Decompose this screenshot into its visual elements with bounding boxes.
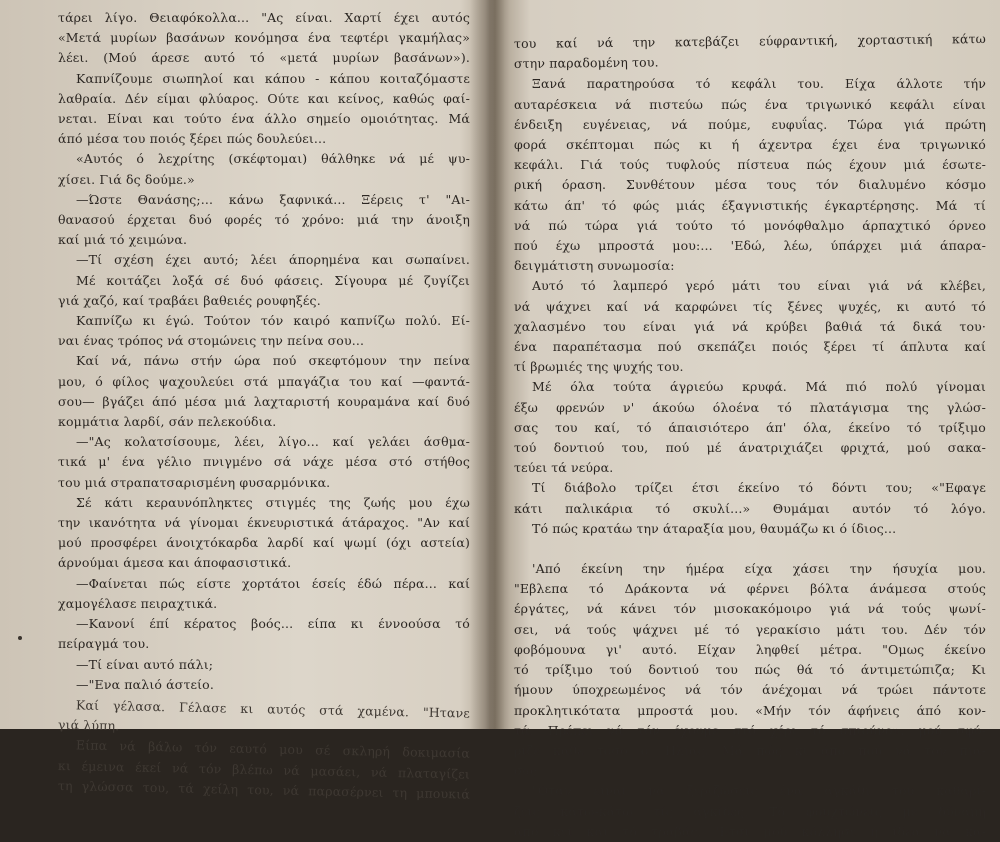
text-line-content: κι έμεινα έκεί νά τόν βλέπω νά μασάει, νά πλαταγίζει <box>57 757 471 782</box>
text-line-content: Καί γέλασα. Γέλασε κι αυτός στά χαμένα. "Ητανε <box>75 697 471 721</box>
text-line <box>514 155 986 175</box>
text-line-content: σου— βγάζει άπό μέσα μιά λαχταριστή κουραμάνα καί δυό <box>58 393 470 409</box>
text-line-content: σει, νά τούς ψάχνει μέ τό γερακίσιο μάτι του. Δέν τόν <box>514 621 986 637</box>
text-line <box>58 675 470 695</box>
text-line-content: Είπα νά βάλω τόν εαυτό μου σέ σκληρή δοκιμασία <box>75 737 471 761</box>
text-line <box>514 236 986 256</box>
text-line-content: τού δοντιού του, πού μέ άνατριχιάζει φριχτά, μού σακα- <box>514 440 986 456</box>
text-line-content: λαθραία. Δέν είμαι φλύαρος. Ούτε και κείνος, καθώς φαί- <box>58 90 470 106</box>
text-line-content: τά. Πρέπει νά τόν έχουμε στό χέρι τό σπιούνο», μού σφύ- <box>514 722 986 738</box>
text-line <box>514 781 986 801</box>
text-line-content: πείραγμά του. <box>58 636 150 652</box>
text-line <box>58 634 470 654</box>
text-line-content: κάτω άπ' τό φώς μιάς έξαγνιστικής έγκαρτέρησης. Μά τί <box>514 197 986 213</box>
text-line <box>58 655 470 675</box>
text-line-content: ένα παραπέτασμα πού σκεπάζει ποιός ξέρει τί άπλυτα καί <box>514 339 986 355</box>
text-line <box>514 660 986 680</box>
text-line <box>58 513 470 533</box>
text-line <box>514 196 986 216</box>
text-line <box>58 614 470 634</box>
text-line <box>514 701 986 721</box>
text-line-content: χίσει. Γιά δς δούμε.» <box>58 171 195 187</box>
text-line-content: νά πώ τώρα γιά τούτο τό μονόφθαλμο άρπαχτικό όρνεο <box>514 217 986 233</box>
text-line-content: "Εβλεπα τό Δράκοντα νά φέρνει βόλτα άνάμεσα στούς <box>514 581 986 597</box>
text-line <box>514 256 986 276</box>
text-line <box>514 599 986 619</box>
text-line <box>514 49 986 74</box>
left-page <box>0 0 484 802</box>
right-page <box>492 0 1000 839</box>
text-line <box>58 432 470 452</box>
text-line-content: κάτι παλικάρια τό σκυλί...» Θυμάμαι αυτόν τό λόγο. <box>514 500 986 516</box>
text-line <box>514 418 986 438</box>
text-line-content: τό τρίξιμο τού δοντιού του πώς θά τό άντιμετώπιζα; Κι <box>514 662 986 678</box>
text-line-content: σω; <box>514 763 538 779</box>
text-line <box>58 8 470 28</box>
text-line-content: Ξανά παρατηρούσα τό κεφάλι του. Είχα άλλοτε τήν <box>532 76 986 92</box>
text-line-content: του μιά στραπατσαρισμένη φυσαρμόνικα. <box>58 474 331 490</box>
text-line <box>58 149 470 169</box>
text-line-content: δειγμάτιστη συνωμοσία: <box>514 258 675 274</box>
text-line <box>58 48 470 68</box>
text-line <box>58 331 470 351</box>
text-line-content: φορά σκέπτομαι πώς κι ή άχεντρα έχει ένα τριγωνικό <box>514 137 986 153</box>
text-line <box>514 741 986 761</box>
text-line <box>58 351 470 371</box>
right-page-text <box>492 0 1000 839</box>
text-line <box>58 89 470 109</box>
text-line <box>514 115 986 135</box>
text-line <box>514 620 986 640</box>
text-line <box>514 519 986 539</box>
text-line-content: τικά μ' ένα γέλιο πνιγμένο σά νάχε μέσα στό στήθος <box>58 454 470 470</box>
text-line-content: έργάτες, νά κάνει τόν μισοκακόμοιρο γιά νά τούς ψωνί- <box>514 601 986 617</box>
text-line <box>58 170 470 190</box>
text-line <box>514 761 986 781</box>
text-line <box>58 69 470 89</box>
text-line-content: —Κανονί έπί κέρατος βοός... είπα κι έννοούσα τό <box>76 616 470 632</box>
text-line <box>514 579 986 599</box>
text-line <box>514 357 986 377</box>
text-line <box>514 337 986 357</box>
text-line-content: —Φαίνεται πώς είστε χορτάτοι έσείς έδώ πέρα... καί <box>76 575 470 591</box>
text-line <box>514 438 986 458</box>
text-line-content: ήμουν ύποχρεωμένος νά τόν άνέχομαι νά τρώει πάντοτε <box>514 682 986 698</box>
text-line-content: —Τί σχέση έχει αυτό; λέει άπορημένα και σωπαίνει. <box>76 252 470 268</box>
text-line <box>514 680 986 700</box>
text-line-content: τη γλώσσα του, τά χείλη του, νά παρασέρνει τη μπουκιά <box>57 777 471 802</box>
text-line-content: Καπνίζουμε σιωπηλοί και κάπου - κάπου κοιταζόμαστε <box>76 70 470 86</box>
text-line-content: Καπνίζω κι έγώ. Τούτον τόν καιρό καπνίζω πολύ. Εί- <box>76 313 470 329</box>
text-line-content: Μέ κοιτάζει λοξά σέ δυό φάσεις. Σίγουρα μέ ζυγίζει <box>76 272 470 288</box>
text-line <box>58 574 470 594</box>
text-line-content: κομμάτια λαρδί, σάν πελεκούδια. <box>58 414 277 430</box>
text-line <box>58 412 470 432</box>
text-line <box>58 129 470 149</box>
text-line-content: Τό πώς κρατάω την άταραξία μου, θαυμάζω κι ό ίδιος... <box>532 520 897 536</box>
text-line-content: καί μιά τό χειμώνα. <box>58 232 188 248</box>
text-line <box>58 372 470 392</box>
text-line-content: «Μετά μυρίων βασάνων κονόμησα ένα τεφτέρι γκαμήλας» <box>58 30 470 46</box>
text-line-content: ένδειξη ευγένειας, νά πούμε, ευφυΐας. Τώρα γιά πρώτη <box>514 116 986 132</box>
text-line <box>514 721 986 741</box>
text-line <box>58 230 470 250</box>
text-line-content: Τί διάβολο τρίζει έτσι έκείνο τό δόντι του; «"Εφαγε <box>532 480 986 496</box>
text-line <box>58 392 470 412</box>
text-line <box>514 640 986 660</box>
text-line <box>514 822 986 842</box>
text-line <box>58 452 470 472</box>
text-line-content: λέει. (Μού άρεσε αυτό τό «μετά μυρίων βασάνων»). <box>58 50 470 66</box>
text-line <box>514 317 986 337</box>
text-line-content: ναι ένας τρόπος νά στομώνεις την πείνα σου... <box>58 333 365 349</box>
text-line-content: προκλητικότατα μπροστά μου. «Μήν τόν άφήνεις άπό κον- <box>514 702 986 718</box>
text-line <box>514 297 986 317</box>
text-line <box>58 493 470 513</box>
text-line <box>58 594 470 614</box>
text-line <box>514 276 986 296</box>
text-line <box>58 291 470 311</box>
text-line-content: ζεις κάτω-κάτω τίς άγκίδες. Τό φουχτώνεις μέ δύναμη <box>514 803 986 819</box>
text-line-content: 'Από έκείνη την ήμέρα είχα χάσει την ήσυχία μου. <box>532 561 986 577</box>
text-line <box>58 250 470 270</box>
text-line-content: γιά λύπη. <box>57 717 120 734</box>
text-line <box>514 802 986 822</box>
text-line <box>514 559 986 579</box>
text-line <box>514 95 986 115</box>
text-line-content: άπό κεί καί τό τραβάς. 'Ετσι μού κόλλησε ή ίδέα νά κα- <box>514 823 986 839</box>
text-line-content: νεται. Είναι και τούτο ένα άλλο σημείο ομοιότητας. Μά <box>58 111 470 127</box>
text-line <box>58 271 470 291</box>
text-line-content: Σέ κάτι κεραυνόπληκτες στιγμές της ζωής μου έχω <box>76 494 470 510</box>
text-line <box>514 175 986 195</box>
text-line-content: —Ώστε Θανάσης;... κάνω ξαφνικά... Ξέρεις τ' "Αι- <box>76 191 470 207</box>
text-line-content: άρνούμαι άμεσα και άποφασιστικά. <box>58 555 292 571</box>
text-line-content: χαλασμένο του είναι γιά νά κρύβει βαθιά τά δικά του· <box>514 318 986 334</box>
text-line <box>514 216 986 236</box>
text-line-content: θανασού έρχεται δυό φορές τό χρόνο: μιά την άνοιξη <box>58 212 470 228</box>
text-line <box>58 553 470 573</box>
text-line-content: —Τί είναι αυτό πάλι; <box>76 656 214 672</box>
text-line-content: χαμογέλασε πειραχτικά. <box>58 595 218 611</box>
text-line-content: τεύει τά νεύρα. <box>514 460 614 476</box>
text-line <box>58 190 470 210</box>
text-line <box>514 135 986 155</box>
text-line-content: του καί νά την κατεβάζει εύφραντική, χορταστική κάτω <box>513 31 987 51</box>
text-line <box>514 499 986 519</box>
text-line <box>58 473 470 493</box>
text-line <box>58 210 470 230</box>
text-line <box>58 533 470 553</box>
text-line-content: την ικανότητα νά γίνομαι έκνευριστικά άτάραχος. "Αν καί <box>58 515 470 531</box>
text-line-content: νά ψάχνει καί νά καρφώνει τίς ξένες ψυχές, κι αυτό τό <box>514 298 986 314</box>
text-line-content: Καί νά, πάνω στήν ώρα πού σκεφτόμουν την πείνα <box>76 353 470 369</box>
text-line-content: ριζε κάθε τόσο ό 'Ηλίας. Μά πώς κι άπό πού νά τόν πια- <box>514 742 986 758</box>
text-line <box>514 74 986 94</box>
text-line <box>58 311 470 331</box>
text-line-content: φοβόμουνα γι' αυτό. Είχαν ληφθεί μέτρα. "Ομως έκείνο <box>514 641 986 657</box>
text-line <box>514 377 986 397</box>
text-line-content: μου, ό φίλος ψαχουλεύει στά μπαγάζια του καί —φαντά- <box>58 373 470 389</box>
text-line-content: Αυτό τό λαμπερό γερό μάτι του είναι γιά νά κλέβει, <box>532 278 986 294</box>
text-line-content: Μέ όλα τούτα άγριεύω κρυφά. Μά πιό πολύ γίνομαι <box>532 379 986 395</box>
text-line-content: άπό μέσα του ποιός ξέρει πώς δουλεύει... <box>58 131 327 147</box>
text-line-content: μού προσφέρει άνοιχτόκαρδα λαρδί καί ψωμί (όχι αστεία) <box>58 535 470 551</box>
left-page-text <box>0 0 484 802</box>
text-line-content: «Αυτός ό λεχρίτης (σκέφτομαι) θάλθηκε νά μέ ψυ- <box>76 151 470 167</box>
text-line-content: "Οταν είναι νά ξεριζώσεις ένα άγκάθι τού καθαρί- <box>532 783 986 799</box>
text-line-content: ρική όραση. Συνθέτουν μέσα τους τόν διαλυμένο κόσμο <box>514 177 986 193</box>
text-line-content: κεφάλι. Γιά τούς τυφλούς πίστευα πώς έχουν μιά έσωτε- <box>514 157 986 173</box>
text-line-content: τάρει λίγο. Θειαφόκολλα... "Ας είναι. Χαρτί έχει αυτός <box>58 10 470 25</box>
text-line <box>514 458 986 478</box>
text-line <box>58 109 470 129</box>
text-line-content: —"Ενα παλιό άστείο. <box>76 676 214 692</box>
text-line-content: σας του καί, τό άπαισιότερο άπ' όλα, έκείνο τό τρίξιμο <box>514 419 986 435</box>
text-line <box>58 28 470 48</box>
text-line-content: έξω φρενών ν' άκούω όλοένα τό πλατάγισμα της γλώσ- <box>514 399 986 415</box>
ink-dot <box>18 636 22 640</box>
text-line-content: αυταρέσκεια νά πιστεύω πώς ένα τριγωνικό κεφάλι είναι <box>514 96 986 112</box>
text-line <box>514 398 986 418</box>
text-line-content: τί βρωμιές της ψυχής του. <box>514 359 684 375</box>
text-line <box>514 478 986 498</box>
text-line-content: στην παραδομένη του. <box>513 54 659 72</box>
text-line-content: γιά χαζό, καί τραβάει βαθειές ρουφηξές. <box>58 292 321 308</box>
text-line-content: πού έχω μπροστά μου:... 'Εδώ, λέω, ύπάρχει μιά άπαρα- <box>514 238 986 254</box>
paragraph-gap <box>514 539 986 559</box>
text-line-content: —"Ας κολατσίσουμε, λέει, λίγο... καί γελάει άσθμα- <box>76 434 470 450</box>
